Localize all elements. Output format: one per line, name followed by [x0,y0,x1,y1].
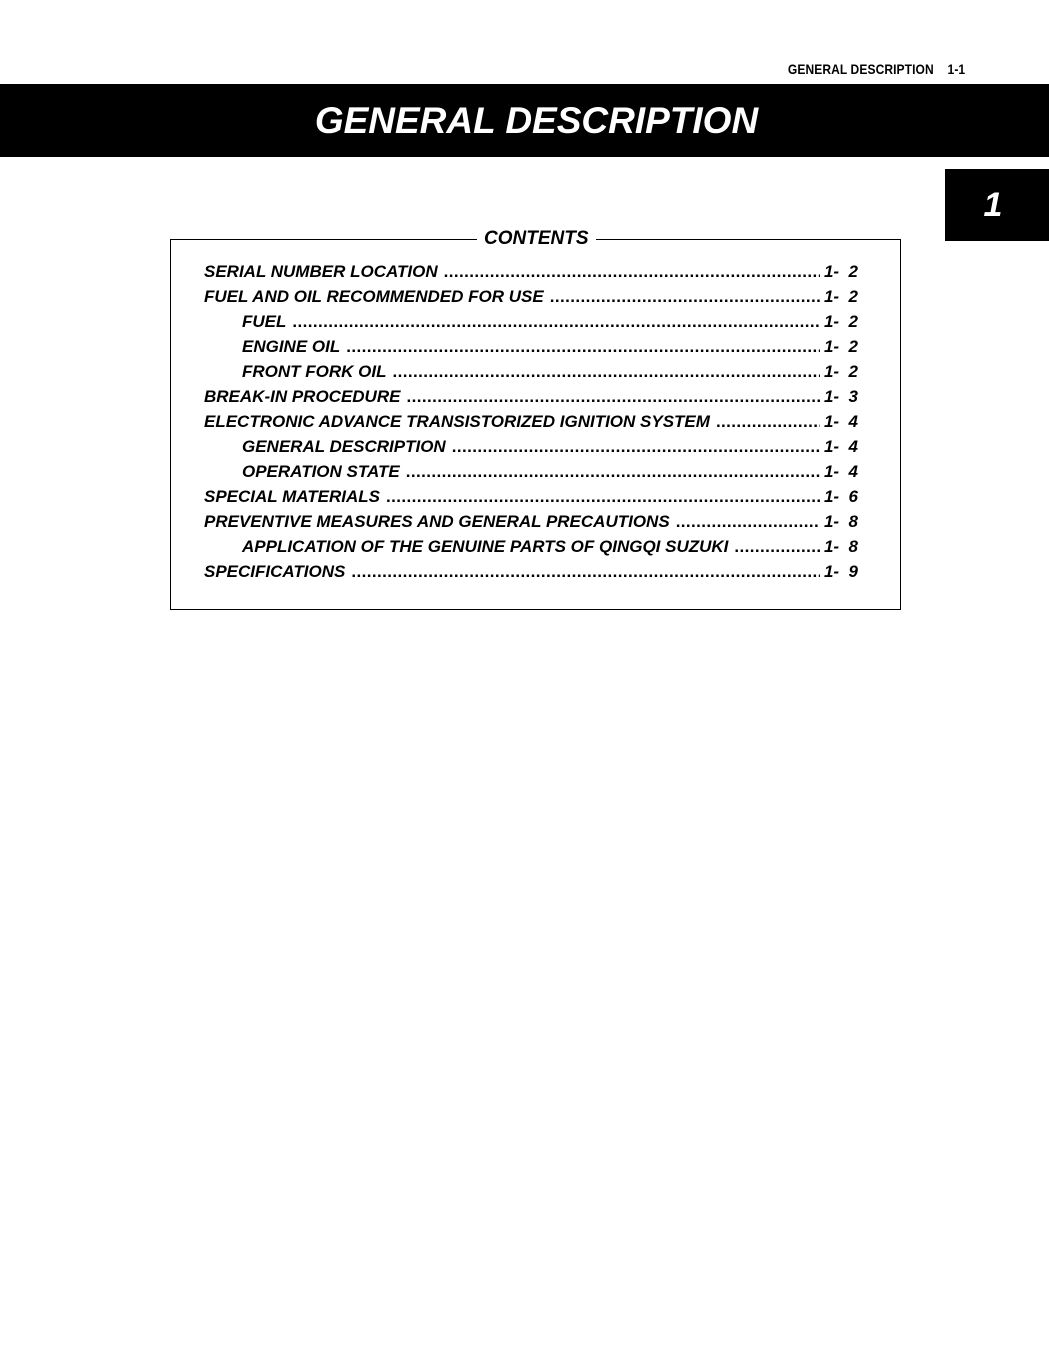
toc-dot-leader [550,284,820,309]
toc-entry-label: PREVENTIVE MEASURES AND GENERAL PRECAUTIONS [204,512,670,531]
toc-entry-page: 1- 2 [823,337,858,356]
toc-entry[interactable] [204,259,858,284]
toc-entry-label: ELECTRONIC ADVANCE TRANSISTORIZED IGNITION SYSTEM [204,412,710,431]
toc-entry-label: FUEL [242,312,287,331]
toc-entry-page: 1- 3 [823,387,858,406]
toc-entry-page: 1- 2 [823,312,858,331]
contents-box [170,228,901,610]
toc-dot-leader [444,259,820,284]
toc-entry-label: APPLICATION OF THE GENUINE PARTS OF QINGQI SUZUKI [242,537,729,556]
section-tab [945,169,1049,241]
toc-dot-leader [406,459,820,484]
contents-heading: CONTENTS [477,227,596,251]
toc-entry[interactable] [204,459,858,484]
toc-entry[interactable] [204,409,858,434]
toc-entry-label: SERIAL NUMBER LOCATION [204,262,438,281]
toc-entry-label: FUEL AND OIL RECOMMENDED FOR USE [204,287,544,306]
section-tab-number: 1 [983,185,1003,224]
toc-entry-label: GENERAL DESCRIPTION [242,437,446,456]
toc-entry-label: FRONT FORK OIL [242,362,387,381]
toc-dot-leader [292,309,820,334]
toc-entry-page: 1- 4 [823,412,858,431]
toc-entry-page: 1- 2 [823,262,858,281]
chapter-title-band [0,84,1049,157]
table-of-contents [204,259,858,584]
toc-entry[interactable] [204,559,858,584]
toc-entry-label: ENGINE OIL [242,337,341,356]
toc-dot-leader [346,334,820,359]
toc-dot-leader [734,534,820,559]
toc-entry-page: 1- 8 [823,537,858,556]
toc-entry-page: 1- 2 [823,362,858,381]
toc-entry[interactable] [204,309,858,334]
toc-dot-leader [676,509,820,534]
toc-entry[interactable] [204,534,858,559]
toc-entry[interactable] [204,484,858,509]
toc-entry-page: 1- 6 [823,487,858,506]
toc-entry[interactable] [204,384,858,409]
toc-entry-label: SPECIAL MATERIALS [204,487,380,506]
toc-entry-page: 1- 2 [823,287,858,306]
toc-entry[interactable] [204,334,858,359]
toc-dot-leader [716,409,820,434]
running-header [788,61,965,77]
toc-entry-page: 1- 4 [823,462,858,481]
toc-entry[interactable] [204,434,858,459]
toc-entry[interactable] [204,509,858,534]
toc-dot-leader [351,559,820,584]
toc-entry-page: 1- 4 [823,437,858,456]
toc-entry[interactable] [204,359,858,384]
running-header-section: GENERAL DESCRIPTION [787,61,934,77]
toc-entry-label: OPERATION STATE [242,462,400,481]
toc-dot-leader [392,359,819,384]
toc-entry-page: 1- 8 [823,512,858,531]
toc-entry-label: BREAK-IN PROCEDURE [204,387,401,406]
toc-entry-label: SPECIFICATIONS [204,562,346,581]
toc-dot-leader [406,384,820,409]
toc-dot-leader [452,434,820,459]
toc-entry-page: 1- 9 [823,562,858,581]
toc-entry[interactable] [204,284,858,309]
chapter-title: GENERAL DESCRIPTION [314,99,759,141]
toc-dot-leader [386,484,820,509]
running-header-page-number: 1-1 [947,61,965,77]
